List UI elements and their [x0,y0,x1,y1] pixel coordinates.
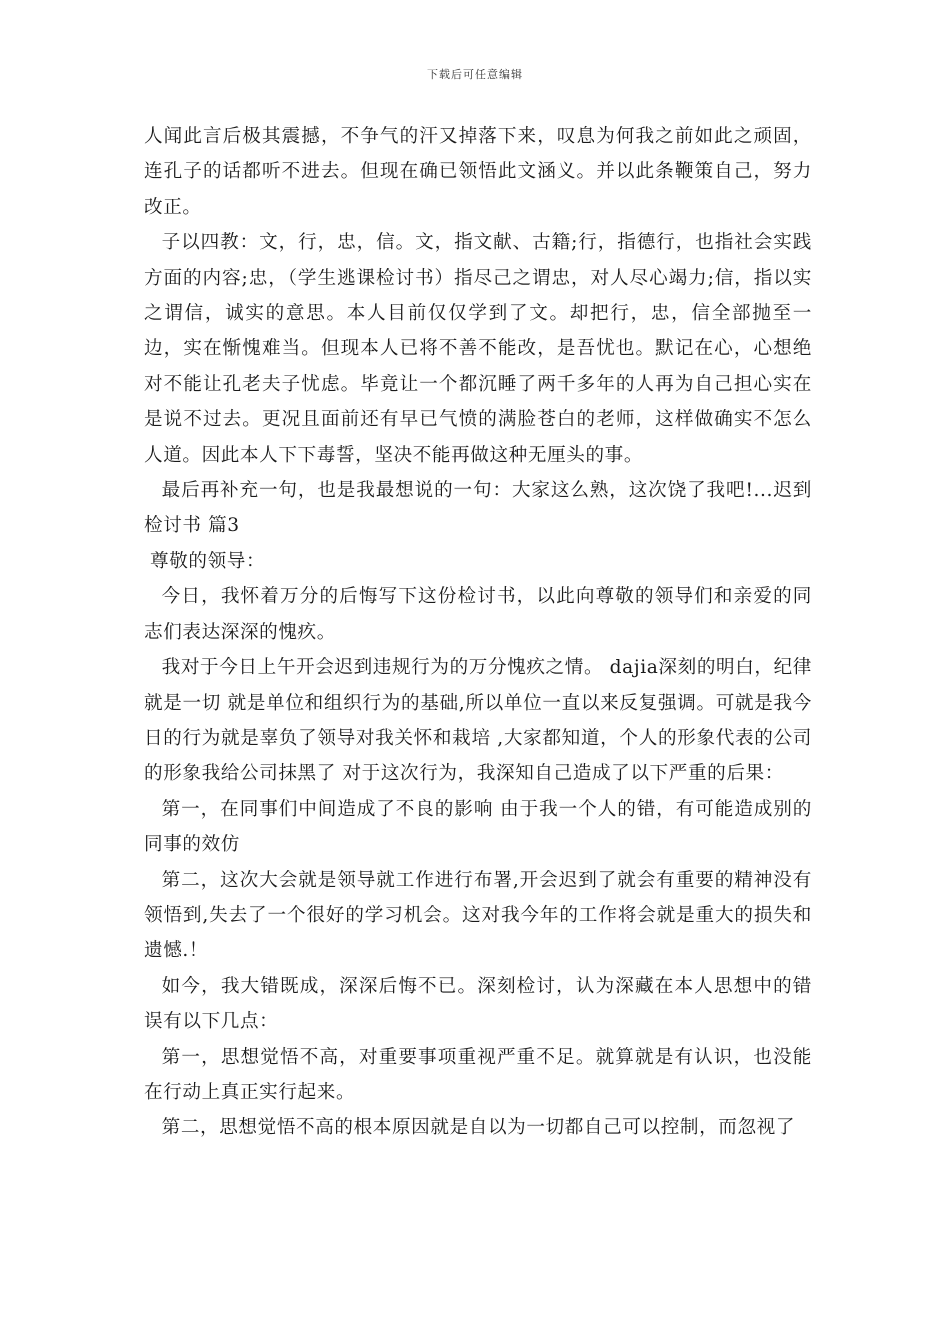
salutation: 尊敬的领导： [150,550,266,572]
page-header: 下载后可任意编辑 [427,68,523,81]
paragraph: 第二，思想觉悟不高的根本原因就是自以为一切都自己可以控制，而忽视了 [161,1117,796,1139]
paragraph: 子以四教：文，行，忠，信。文，指文献、古籍;行，指德行，也指社会实践方面的内容;忠，（学生逃课检讨书）指尽己之谓忠，对人尽心竭力;信，指以实之谓信，诚实的意思。本人目前仅仅学到了文。却把行，忠，信全部抛至一边，实在惭愧难当。但现本人已将不善不能改，是吾忧也。默记在心，心想绝对不能让孔老夫子忧虑。毕竟让一个都沉睡了两千多年的人再为自己担心实在是说不过去。更况且面前还有早已气愤的满脸苍白的老师，这样做确实不怎么人道。因此本人下下毒誓，坚决不能再做这种无厘头的事。 [144,232,812,466]
paragraph: 第一，思想觉悟不高，对重要事项重视严重不足。就算就是有认识，也没能在行动上真正实行起来。 [144,1046,812,1103]
paragraph: 我对于今日上午开会迟到违规行为的万分愧疚之情。 dajia深刻的明白，纪律就是一切 就是单位和组织行为的基础,所以单位一直以来反复强调。可就是我今日的行为就是辜负了领导对我关怀和栽培 ,大家都知道，个人的形象代表的公司的形象我给公司抹黑了 对于这次行为，我深知自己造成了以下严重的后果： [144,657,812,785]
paragraph: 第一，在同事们中间造成了不良的影响 由于我一个人的错，有可能造成别的同事的效仿 [144,798,812,856]
paragraph: 人闻此言后极其震撼，不争气的汗又掉落下来，叹息为何我之前如此之顽固，连孔子的话都听不进去。但现在确已领悟此文涵义。并以此条鞭策自己，努力改正。 [144,126,812,218]
paragraph: 如今，我大错既成，深深后悔不已。深刻检讨，认为深藏在本人思想中的错误有以下几点： [144,975,812,1033]
paragraph: 第二，这次大会就是领导就工作进行布署,开会迟到了就会有重要的精神没有领悟到,失去了一个很好的学习机会。这对我今年的工作将会就是重大的损失和遗憾.！ [144,869,812,962]
paragraph: 今日，我怀着万分的后悔写下这份检讨书，以此向尊敬的领导们和亲爱的同志们表达深深的愧疚。 [144,586,812,643]
paragraph: 最后再补充一句，也是我最想说的一句：大家这么熟，这次饶了我吧!...迟到检讨书 篇3 [144,480,812,537]
document-body [144,119,812,1146]
